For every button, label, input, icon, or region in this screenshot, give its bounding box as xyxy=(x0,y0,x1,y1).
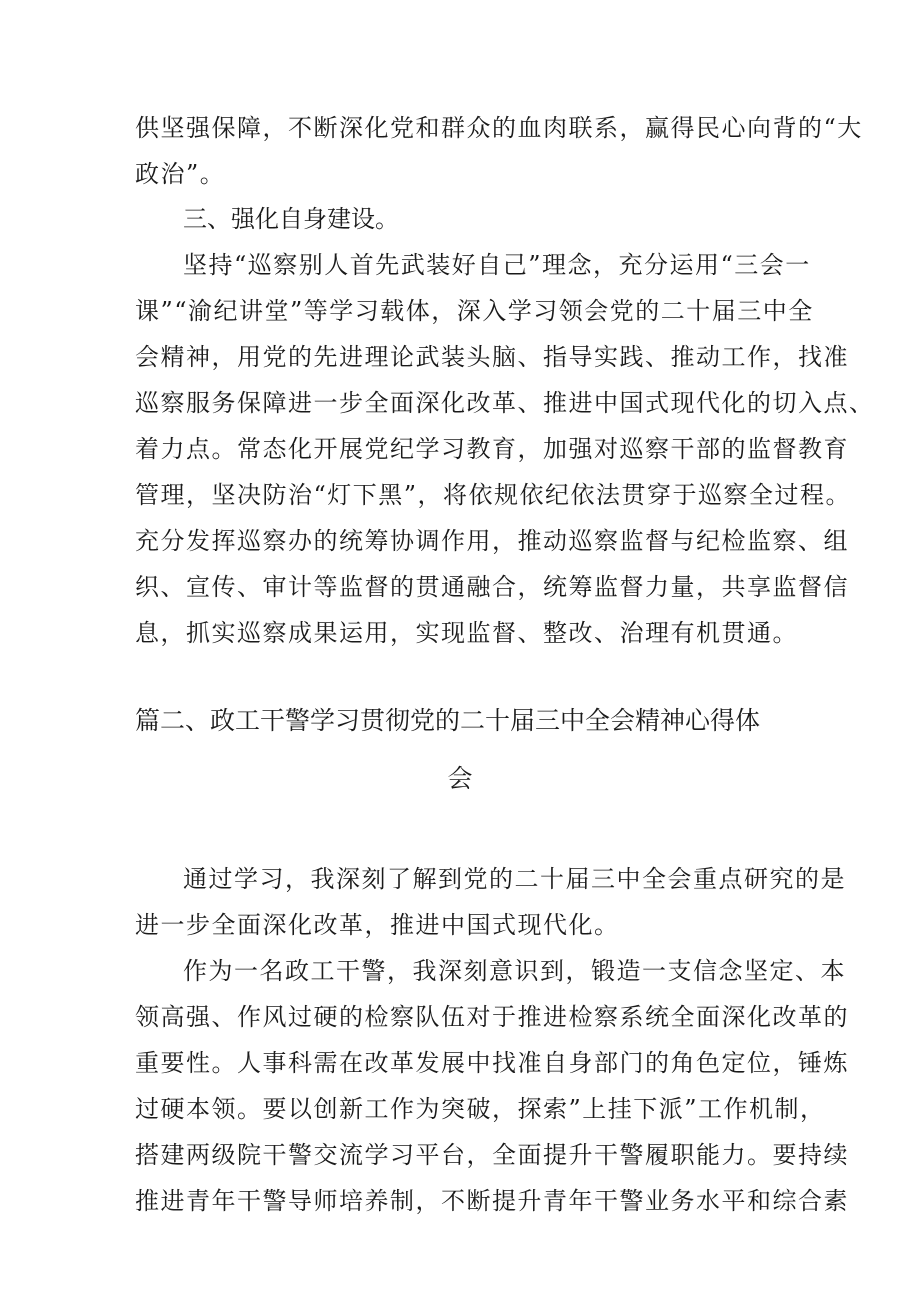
paragraph-line: 供坚强保障，不断深化党和群众的血肉联系，赢得民心向背的“大 xyxy=(135,114,863,142)
paragraph-line: 作为一名政工干警，我深刻意识到，锻造一支信念坚定、本 xyxy=(183,957,846,985)
article-title-continued: 会 xyxy=(447,764,473,793)
paragraph-line: 搭建两级院干警交流学习平台，全面提升干警履职能力。要持续 xyxy=(135,1141,849,1169)
paragraph-line: 息，抓实巡察成果运用，实现监督、整改、治理有机贯通。 xyxy=(135,619,798,647)
paragraph-line: 管理，坚决防治“灯下黑”，将依规依纪依法贯穿于巡察全过程。 xyxy=(135,481,852,509)
paragraph-line: 重要性。人事科需在改革发展中找准自身部门的角色定位，锤炼 xyxy=(135,1049,849,1077)
paragraph-line: 课”“渝纪讲堂”等学习载体，深入学习领会党的二十届三中全 xyxy=(135,297,814,325)
paragraph-line: 通过学习，我深刻了解到党的二十届三中全会重点研究的是 xyxy=(183,865,846,893)
paragraph-line: 织、宣传、审计等监督的贯通融合，统筹监督力量，共享监督信 xyxy=(135,573,849,601)
paragraph-line: 领高强、作风过硬的检察队伍对于推进检察系统全面深化改革的 xyxy=(135,1003,849,1031)
paragraph-line: 巡察服务保障进一步全面深化改革、推进中国式现代化的切入点、 xyxy=(135,389,875,417)
paragraph-line: 会精神，用党的先进理论武装头脑、指导实践、推动工作，找准 xyxy=(135,343,849,371)
paragraph-line: 过硬本领。要以创新工作为突破，探索”上挂下派”工作机制， xyxy=(135,1095,826,1123)
section-heading: 三、强化自身建设。 xyxy=(183,205,399,233)
article-title: 篇二、政工干警学习贯彻党的二十届三中全会精神心得体 xyxy=(135,706,761,735)
paragraph-line: 进一步全面深化改革，推进中国式现代化。 xyxy=(135,911,620,939)
paragraph-line: 充分发挥巡察办的统筹协调作用，推动巡察监督与纪检监察、组 xyxy=(135,527,849,555)
paragraph-line: 坚持“巡察别人首先武装好自己”理念，充分运用“三会一 xyxy=(183,251,811,279)
paragraph-line: 着力点。常态化开展党纪学习教育，加强对巡察干部的监督教育 xyxy=(135,435,849,463)
paragraph-line: 推进青年干警导师培养制，不断提升青年干警业务水平和综合素 xyxy=(135,1187,849,1215)
paragraph-line: 政治”。 xyxy=(135,160,226,188)
